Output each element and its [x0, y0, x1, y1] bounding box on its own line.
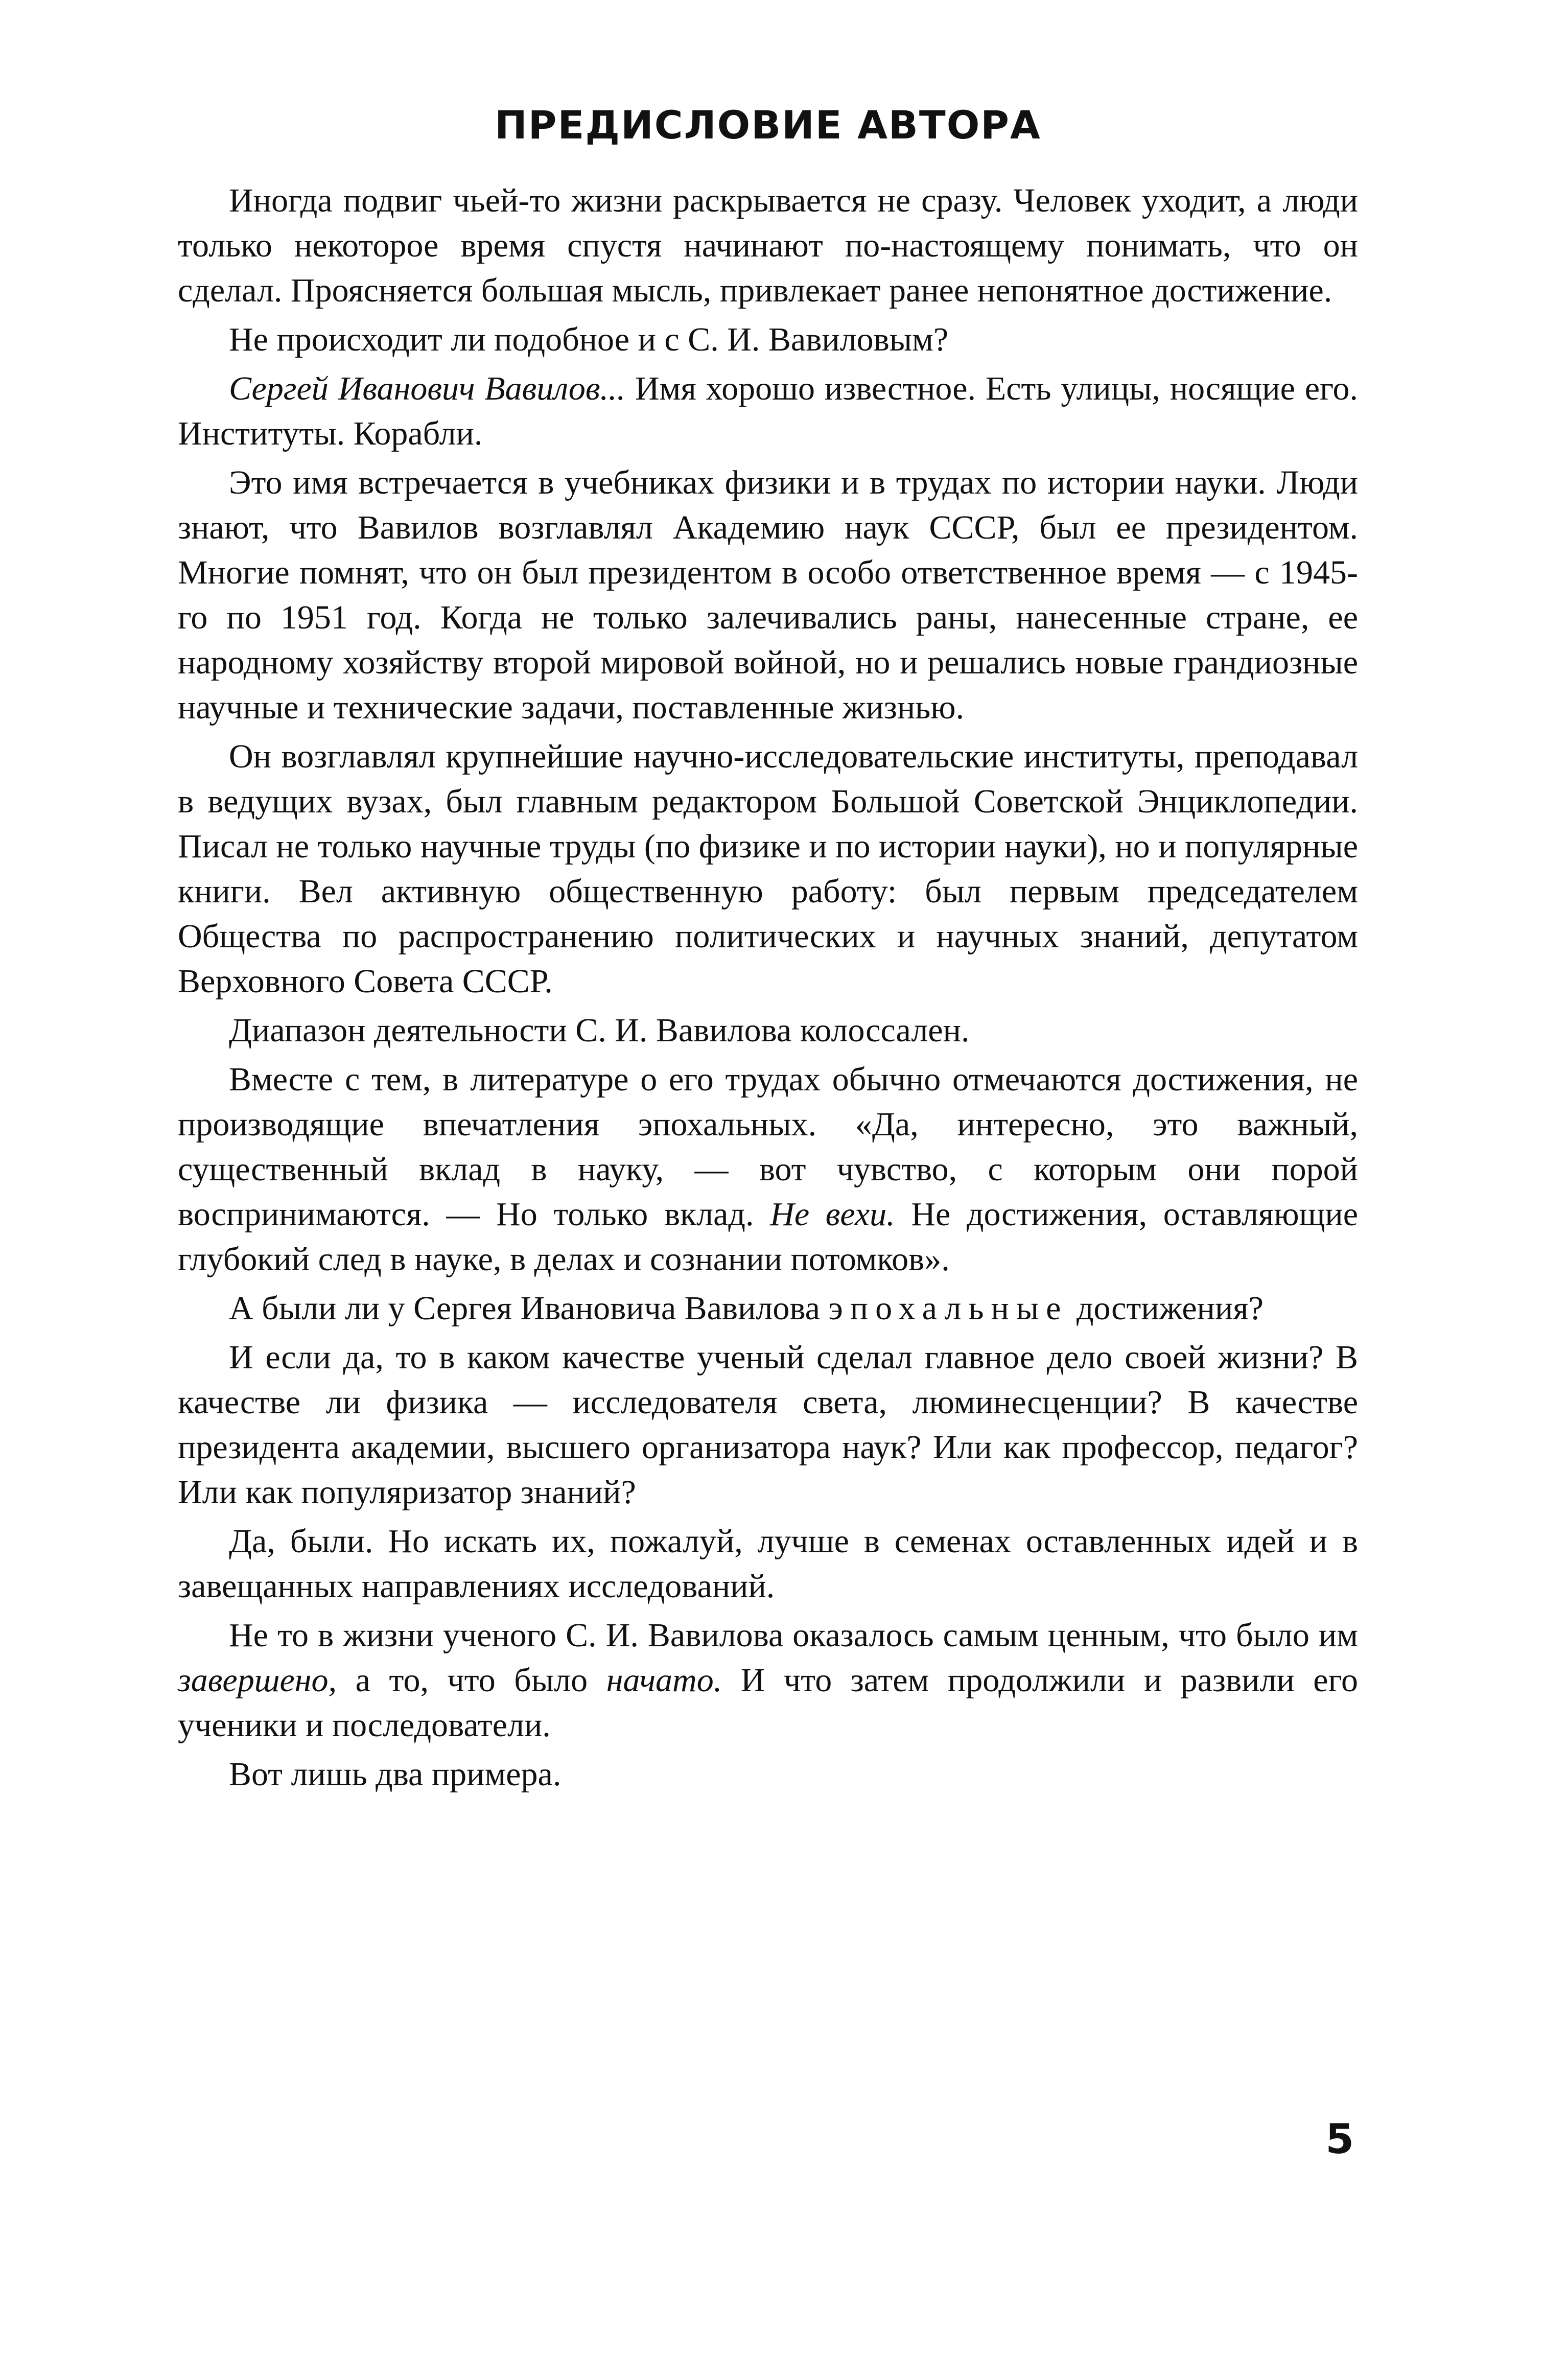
paragraph-7-part-a: Вместе с тем, в литературе о его трудах обычно отмечаются достижения, не производящие впечатления эпохальных. «Да, интересно, это важный, существенный вклад в науку, — вот чувство, с которым они порой воспринимаются. — Но только вклад. [178, 1061, 1358, 1233]
paragraph-5: Он возглавлял крупнейшие научно-исследовательские институты, преподавал в ведущих вузах, был главным редактором Большой Советской Энциклопедии. Писал не только научные труды (по физике и по истории науки), но и популярные книги. Вел активную общественную работу: был первым председателем Общества по распространению политических и научных знаний, депутатом Верховного Совета СССР. [178, 738, 1358, 1000]
paragraph-7 [178, 1057, 1358, 1282]
body-text [178, 178, 1358, 1797]
paragraph-3 [178, 366, 1358, 456]
paragraph-2: Не происходит ли подобное и с С. И. Вавиловым? [229, 321, 949, 358]
paragraph-11 [178, 1613, 1358, 1748]
paragraph-8-part-b: достижения? [1068, 1290, 1264, 1327]
paragraph-8-part-a: А были ли у Сергея Ивановича Вавилова [229, 1290, 829, 1327]
paragraph-6: Диапазон деятельности С. И. Вавилова колоссален. [229, 1012, 970, 1049]
paragraph-8 [178, 1286, 1358, 1331]
paragraph-3-rest: Имя хорошо известное. Есть улицы, носящие его. Институты. Корабли. [178, 370, 1358, 452]
page-number: 5 [1325, 2115, 1354, 2163]
italic-started: начато. [606, 1662, 722, 1699]
paragraph-4: Это имя встречается в учебниках физики и в трудах по истории науки. Люди знают, что Вавилов возглавлял Академию наук СССР, был ее президентом. Многие помнят, что он был президентом в особо ответственное время — с 1945-го по 1951 год. Когда не только залечивались раны, нанесенные стране, ее народному хозяйству второй мировой войной, но и решались новые грандиозные научные и технические задачи, поставленные жизнью. [178, 464, 1358, 726]
paragraph-9: И если да, то в каком качестве ученый сделал главное дело своей жизни? В качестве ли физика — исследователя света, люминесценции? В качестве президента академии, высшего организатора наук? Или как профессор, педагог? Или как популяризатор знаний? [178, 1339, 1358, 1511]
italic-completed: завершено, [178, 1662, 337, 1699]
paragraph-10: Да, были. Но искать их, пожалуй, лучше в семенах оставленных идей и в завещанных направлениях исследований. [178, 1523, 1358, 1605]
paragraph-11-part-b: а то, что было [337, 1662, 606, 1699]
paragraph-12: Вот лишь два примера. [229, 1756, 562, 1793]
paragraph-11-part-c: И что затем продолжили и развили его ученики и последователи. [178, 1662, 1358, 1744]
paragraph-1: Иногда подвиг чьей-то жизни раскрывается не сразу. Человек уходит, а люди только некоторое время спустя начинают по-настоящему понимать, что он сделал. Проясняется большая мысль, привлекает ранее непонятное достижение. [178, 182, 1358, 309]
italic-phrase: Не вехи. [770, 1196, 895, 1233]
chapter-title: ПРЕДИСЛОВИЕ АВТОРА [495, 102, 1041, 148]
paragraph-11-part-a: Не то в жизни ученого С. И. Вавилова оказалось самым ценным, что было им [229, 1617, 1358, 1654]
paragraph-7-part-b: Не достижения, оставляющие глубокий след в науке, в делах и сознании потомков». [178, 1196, 1359, 1278]
book-page [178, 102, 1358, 2299]
spaced-emphasis: эпохальные [828, 1290, 1068, 1327]
italic-name: Сергей Иванович Вавилов... [229, 370, 626, 407]
